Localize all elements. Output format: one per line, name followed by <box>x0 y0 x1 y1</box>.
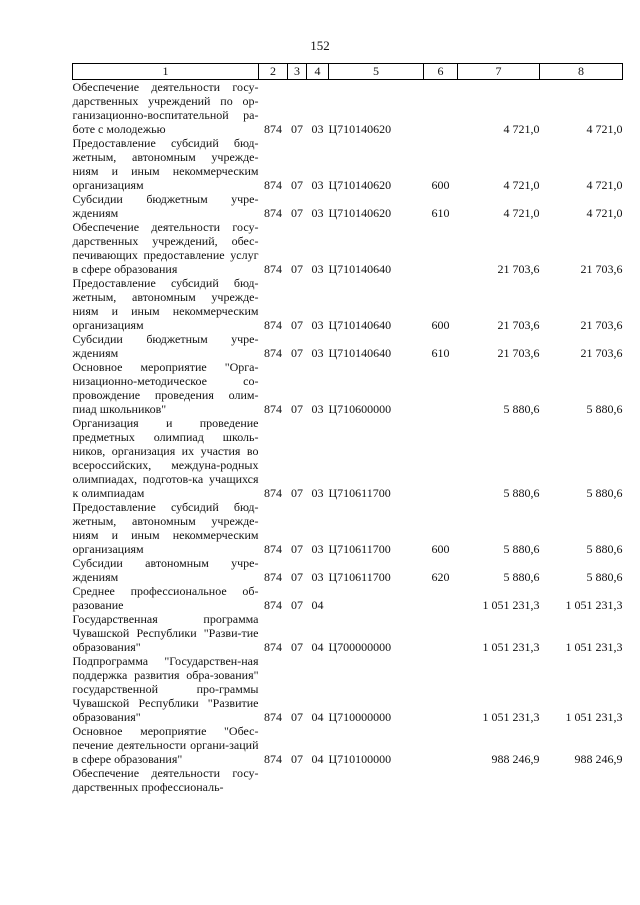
table-row <box>73 766 623 794</box>
row-expense-type: 620 <box>431 570 450 584</box>
row-ministry: 874 <box>264 178 282 192</box>
row-section: 07 <box>291 178 303 192</box>
row-name: Организация и проведение предметных олимпиад школь-ников, организация их участия во всероссийских, междуна-родных олимпиадах, подготов-ка учащихся к олимпиадам <box>72 416 259 500</box>
row-ministry: 874 <box>264 640 282 654</box>
row-target-code: Ц710140620 <box>328 206 392 220</box>
row-expense-type <box>424 612 458 654</box>
row-amount-1: 5 880,6 <box>503 402 540 416</box>
row-name: Обеспечение деятельности госу-дарственных учреждений по ор-ганизационно-воспитательной ра-боте с молодежью <box>72 80 259 136</box>
col-header-name: 1 <box>73 64 259 80</box>
row-subsection: 03 <box>311 486 324 500</box>
row-subsection: 03 <box>311 262 324 276</box>
row-amount-1: 21 703,6 <box>497 318 540 332</box>
row-amount-1: 1 051 231,3 <box>482 710 540 724</box>
row-ministry: 874 <box>264 598 282 612</box>
row-section: 07 <box>291 206 303 220</box>
row-expense-type: 610 <box>431 346 450 360</box>
row-amount-1: 1 051 231,3 <box>482 598 540 612</box>
row-target-code: Ц710100000 <box>328 752 392 766</box>
row-subsection <box>307 766 329 794</box>
row-amount-1: 5 880,6 <box>503 486 540 500</box>
row-ministry: 874 <box>264 752 282 766</box>
col-header-ministry: 2 <box>259 64 288 80</box>
row-target-code: Ц710611700 <box>328 570 391 584</box>
row-subsection: 03 <box>311 178 324 192</box>
budget-table <box>72 63 623 794</box>
row-amount-2: 5 880,6 <box>586 542 623 556</box>
row-expense-type: 610 <box>431 206 450 220</box>
row-expense-type <box>424 766 458 794</box>
row-subsection: 03 <box>311 542 324 556</box>
row-section: 07 <box>291 122 303 136</box>
row-name: Предоставление субсидий бюд-жетным, автономным учрежде-ниям и иным некоммерческим организациям <box>72 500 259 556</box>
row-target-code: Ц710140620 <box>328 122 392 136</box>
row-target-code: Ц710140640 <box>328 318 392 332</box>
row-name: Предоставление субсидий бюд-жетным, автономным учрежде-ниям и иным некоммерческим организациям <box>72 136 259 192</box>
row-amount-2: 5 880,6 <box>586 570 623 584</box>
row-section: 07 <box>291 262 303 276</box>
row-name: Субсидии бюджетным учре-ждениям <box>72 332 259 360</box>
row-amount-2: 21 703,6 <box>580 262 623 276</box>
row-ministry: 874 <box>264 262 282 276</box>
row-amount-2: 1 051 231,3 <box>565 710 623 724</box>
row-ministry: 874 <box>264 486 282 500</box>
row-subsection: 03 <box>311 570 324 584</box>
row-name: Подпрограмма "Государствен-ная поддержка развития обра-зования" государственной про-граммы Чувашской Республики "Развитие образования" <box>72 654 259 724</box>
row-amount-1: 1 051 231,3 <box>482 640 540 654</box>
row-target-code: Ц710611700 <box>328 542 391 556</box>
row-section: 07 <box>291 346 303 360</box>
row-section: 07 <box>291 598 303 612</box>
row-expense-type <box>424 584 458 612</box>
row-target-code: Ц710140620 <box>328 178 392 192</box>
table-row <box>73 500 623 556</box>
row-amount-2: 5 880,6 <box>586 486 623 500</box>
row-expense-type: 600 <box>431 542 450 556</box>
table-row <box>73 724 623 766</box>
table-row <box>73 136 623 192</box>
row-section: 07 <box>291 710 303 724</box>
row-target-code: Ц710600000 <box>328 402 392 416</box>
row-amount-1: 5 880,6 <box>503 570 540 584</box>
row-ministry: 874 <box>264 346 282 360</box>
row-name: Основное мероприятие "Обес-печение деятельности органи-заций в сфере образования" <box>72 724 259 766</box>
row-name: Субсидии автономным учре-ждениям <box>72 556 259 584</box>
row-expense-type <box>424 724 458 766</box>
row-amount-2: 4 721,0 <box>586 206 623 220</box>
row-amount-2 <box>540 766 623 794</box>
col-header-type: 6 <box>424 64 458 80</box>
table-row <box>73 276 623 332</box>
table-row <box>73 332 623 360</box>
table-row <box>73 612 623 654</box>
row-amount-1: 4 721,0 <box>503 178 540 192</box>
row-section <box>288 766 307 794</box>
table-row <box>73 80 623 137</box>
row-subsection: 04 <box>311 752 324 766</box>
row-expense-type <box>424 360 458 416</box>
table-row <box>73 556 623 584</box>
table-row <box>73 192 623 220</box>
row-ministry: 874 <box>264 122 282 136</box>
row-amount-1: 4 721,0 <box>503 122 540 136</box>
row-target-code: Ц710140640 <box>328 262 392 276</box>
row-amount-2: 988 246,9 <box>574 752 623 766</box>
row-amount-2: 5 880,6 <box>586 402 623 416</box>
page-number: 152 <box>310 38 330 53</box>
row-subsection: 03 <box>311 346 324 360</box>
table-row <box>73 360 623 416</box>
row-name: Обеспечение деятельности госу-дарственных учреждений, обес-печивающих предоставление услуг в сфере образования <box>72 220 259 276</box>
row-target-code: Ц710000000 <box>328 710 392 724</box>
row-section: 07 <box>291 640 303 654</box>
row-subsection: 04 <box>311 710 324 724</box>
row-name: Государственная программа Чувашской Республики "Разви-тие образования" <box>72 612 259 654</box>
row-section: 07 <box>291 752 303 766</box>
row-amount-2: 21 703,6 <box>580 346 623 360</box>
row-section: 07 <box>291 318 303 332</box>
row-name: Среднее профессиональное об-разование <box>72 584 259 612</box>
row-ministry: 874 <box>264 570 282 584</box>
row-name: Обеспечение деятельности госу-дарственных профессиональ- <box>72 766 259 794</box>
table-row <box>73 584 623 612</box>
row-subsection: 03 <box>311 206 324 220</box>
row-ministry: 874 <box>264 206 282 220</box>
col-header-target: 5 <box>329 64 424 80</box>
table-row <box>73 416 623 500</box>
row-target-code: Ц700000000 <box>328 640 392 654</box>
row-target-code: Ц710611700 <box>328 486 391 500</box>
row-expense-type: 600 <box>431 178 450 192</box>
row-amount-1: 21 703,6 <box>497 262 540 276</box>
row-expense-type <box>424 80 458 137</box>
row-subsection: 04 <box>311 598 324 612</box>
row-section: 07 <box>291 570 303 584</box>
row-target-code: Ц710140640 <box>328 346 392 360</box>
row-target-code <box>329 766 424 794</box>
row-amount-1 <box>458 766 540 794</box>
row-amount-2: 21 703,6 <box>580 318 623 332</box>
col-header-subsection: 4 <box>307 64 329 80</box>
row-amount-1: 5 880,6 <box>503 542 540 556</box>
col-header-section: 3 <box>288 64 307 80</box>
row-amount-1: 988 246,9 <box>491 752 540 766</box>
row-ministry <box>259 766 288 794</box>
row-name: Основное мероприятие "Орга-низационно-методическое со-провождение проведения олим-пиад школьников" <box>72 360 259 416</box>
row-subsection: 03 <box>311 318 324 332</box>
row-subsection: 04 <box>311 640 324 654</box>
row-name: Предоставление субсидий бюд-жетным, автономным учрежде-ниям и иным некоммерческим организациям <box>72 276 259 332</box>
row-ministry: 874 <box>264 710 282 724</box>
row-ministry: 874 <box>264 318 282 332</box>
row-subsection: 03 <box>311 402 324 416</box>
row-section: 07 <box>291 486 303 500</box>
row-amount-1: 21 703,6 <box>497 346 540 360</box>
col-header-amount-1: 7 <box>458 64 540 80</box>
row-amount-2: 1 051 231,3 <box>565 640 623 654</box>
row-expense-type <box>424 654 458 724</box>
row-ministry: 874 <box>264 402 282 416</box>
row-section: 07 <box>291 542 303 556</box>
row-amount-1: 4 721,0 <box>503 206 540 220</box>
row-amount-2: 4 721,0 <box>586 122 623 136</box>
column-number-row <box>73 64 623 80</box>
row-target-code <box>329 584 424 612</box>
row-expense-type: 600 <box>431 318 450 332</box>
row-section: 07 <box>291 402 303 416</box>
table-row <box>73 654 623 724</box>
row-name: Субсидии бюджетным учре-ждениям <box>72 192 259 220</box>
row-subsection: 03 <box>311 122 324 136</box>
table-row <box>73 220 623 276</box>
col-header-amount-2: 8 <box>540 64 623 80</box>
row-amount-2: 4 721,0 <box>586 178 623 192</box>
row-expense-type <box>424 416 458 500</box>
row-amount-2: 1 051 231,3 <box>565 598 623 612</box>
row-ministry: 874 <box>264 542 282 556</box>
row-expense-type <box>424 220 458 276</box>
